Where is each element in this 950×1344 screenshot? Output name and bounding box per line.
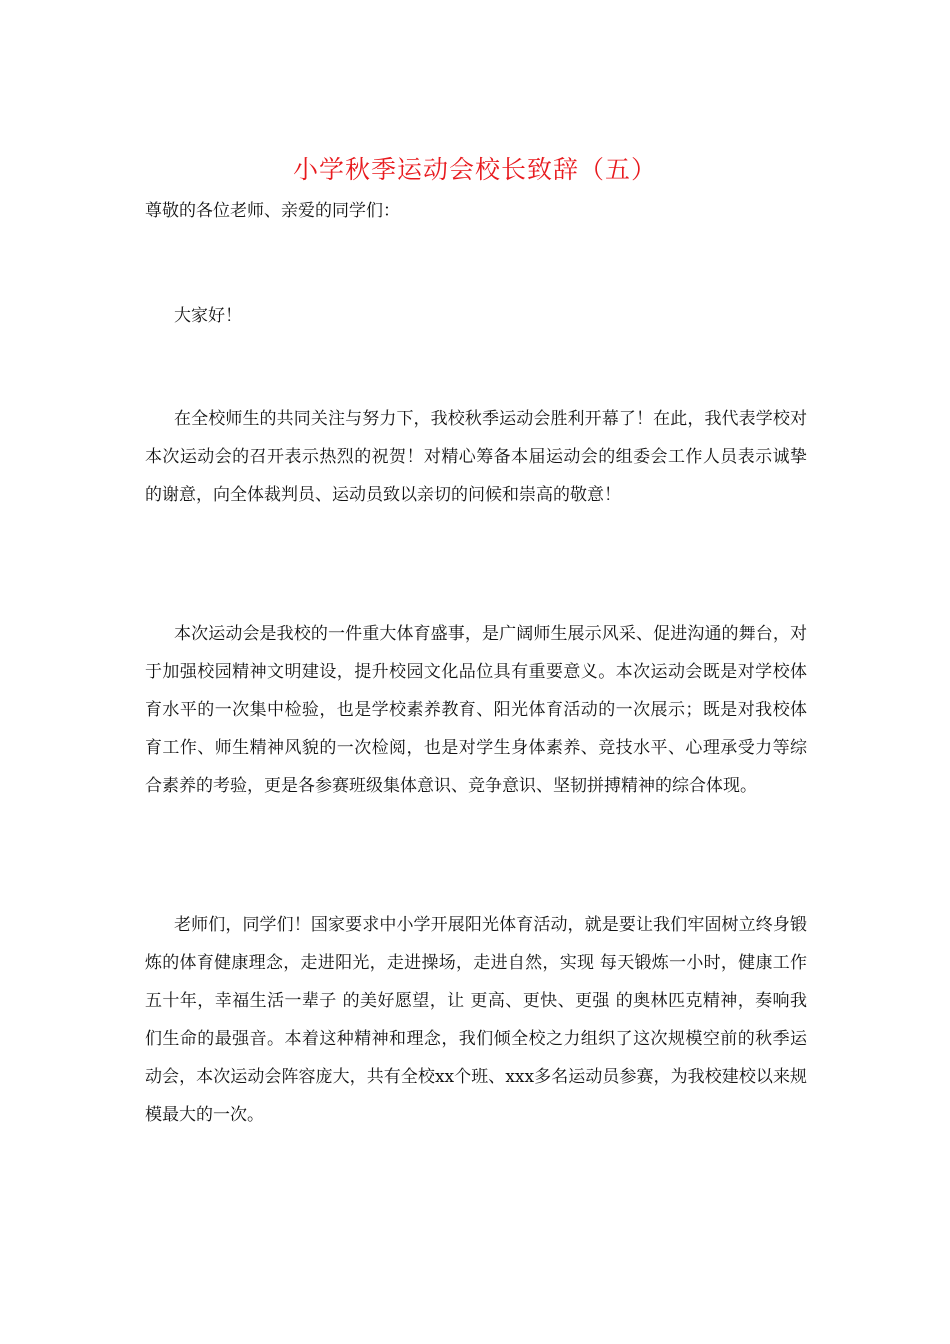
salutation: 尊敬的各位老师、亲爱的同学们： [145, 201, 400, 221]
document-title: 小学秋季运动会校长致辞（五） [292, 155, 657, 184]
body-paragraph-3: 老师们，同学们！国家要求中小学开展阳光体育活动，就是要让我们牢固树立终身锻炼的体育健康理念，走进阳光，走进操场，走进自然，实现 每天锻炼一小时，健康工作五十年，幸福生活一辈子 的美好愿望，让 更高、更快、更强 的奥林匹克精神，奏响我们生命的最强音。本着这种精神和理念，我们倾全校之力组织了这次规模空前的秋季运动会，本次运动会阵容庞大，共有全校xx个班、xxx多名运动员参赛，为我校建校以来规模最大的一次。 [145, 915, 807, 1125]
greeting-paragraph: 大家好！ [174, 306, 242, 326]
body-paragraph-1: 在全校师生的共同关注与努力下，我校秋季运动会胜利开幕了！在此，我代表学校对本次运动会的召开表示热烈的祝贺！对精心筹备本届运动会的组委会工作人员表示诚挚的谢意，向全体裁判员、运动员致以亲切的问候和崇高的敬意！ [145, 409, 807, 505]
body-paragraph-2: 本次运动会是我校的一件重大体育盛事，是广阔师生展示风采、促进沟通的舞台，对于加强校园精神文明建设，提升校园文化品位具有重要意义。本次运动会既是对学校体育水平的一次集中检验，也是学校素养教育、阳光体育活动的一次展示；既是对我校体育工作、师生精神风貌的一次检阅，也是对学生身体素养、竞技水平、心理承受力等综合素养的考验，更是各参赛班级集体意识、竞争意识、坚韧拼搏精神的综合体现。 [145, 624, 807, 796]
